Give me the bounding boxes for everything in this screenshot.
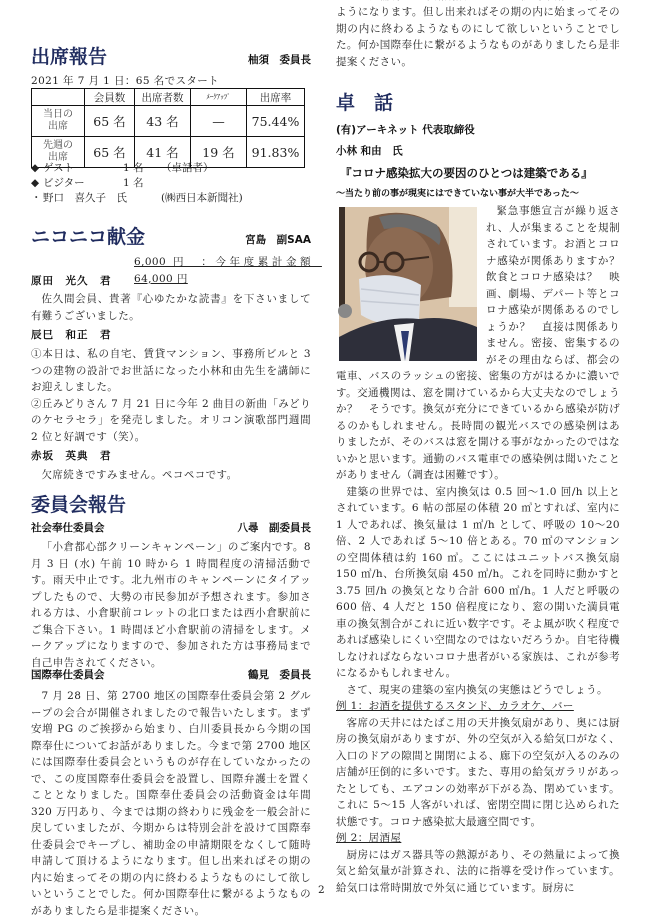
smile-header xyxy=(31,222,311,249)
example-2-text: 厨房にはガス器具等の熱源があり、その熱量によって換気と給気量が計算され、法的に指導を受け作っています。給気口は常時開放で外気に通じています。厨房に xyxy=(336,848,620,894)
rate-cell: 75.44% xyxy=(247,106,305,137)
talk-speaker: 小林 和由 氏 xyxy=(336,145,403,157)
smile-entries xyxy=(31,273,311,484)
guest-label: ゲスト xyxy=(43,162,75,174)
row-label-text: 先週の出席 xyxy=(43,140,73,163)
committee-signature: 八尋 副委員長 xyxy=(237,522,311,534)
guest-note: (㈱西日本新聞社) xyxy=(161,192,243,204)
example-1-text: 客席の天井にはたばこ用の天井換気扇があり、奥には厨房の換気扇がありますが、外の空気が入る給気口がなく、入口のドアの隙間と開閉による、廊下の空気が入るのみの店舗が圧倒的に多いです。また、専用の給気ガラリがあったとしても、エアコンの効率が下がる為、閉めています。これに 5～15 人客がいれば、密閉空間に閉じ込められた状態です。コロナ感染拡大最適空間です。 xyxy=(336,716,620,828)
talk-title: 卓 話 xyxy=(336,92,394,114)
page-number: 2 xyxy=(318,884,325,896)
committee-report-header xyxy=(31,667,311,682)
members-cell: 65 名 xyxy=(85,137,135,168)
donor-name: 辰巳 和正 君 xyxy=(31,329,112,341)
row-label-text: 当日の出席 xyxy=(43,109,73,132)
attendance-header xyxy=(31,42,311,69)
table-header-cell xyxy=(32,89,85,106)
guest-label: ビジター xyxy=(43,177,85,189)
attendance-start-note: 2021 年 7 月 1 日：65 名でスタート xyxy=(31,75,220,87)
dot-bullet-icon: ・ xyxy=(31,192,42,204)
committee-report-continuation xyxy=(336,6,620,70)
rate-cell: 91.83% xyxy=(247,137,305,168)
guest-item xyxy=(31,161,311,176)
talk-company: (有)アーキネット 代表取締役 xyxy=(336,124,475,136)
smile-title: ニコニコ献金 xyxy=(31,226,146,248)
committee-header xyxy=(31,490,311,517)
table-header-cell: 会員数 xyxy=(85,89,135,106)
talk-paragraph-1-text: 緊急事態宣言が繰り返され、人が集まることを規制されています。お酒とコロナ感染が関係ありますか？ 飲食とコロナ感染は？ 映画、劇場、デパート等とコロナ感染が関係あるのでしょうか？ 直接は関係ありません。密接、密集するのがその理由ならば、都会の電車、バスのラッシュの密接、密集の方がはるかに濃いです。交通機関は、窓を開けているから大丈夫なのでしょうか？ そうです。換気が充分にできているから感染が防げるのかもしれません。長時間の観光バスでの感染例はありましたが、そのバスは窓を開ける事がなかったのではないかと思います。通勤のバス電車での感染例は聞いたことがありません（調査は困難です）。 xyxy=(336,205,631,481)
attendees-cell: 43 名 xyxy=(135,106,191,137)
donor-name: 原田 光久 君 xyxy=(31,275,112,287)
example-1-title: 例 1：お酒を提供するスタンド、カラオケ、バー xyxy=(336,700,574,712)
committee-name: 社会奉仕委員会 xyxy=(31,522,105,534)
smile-summary: 6,000 円 ：今年度累計金額 64,000 円 xyxy=(134,256,322,285)
attendance-title: 出席報告 xyxy=(31,46,108,68)
guest-list xyxy=(31,161,311,206)
committee-name: 国際奉仕委員会 xyxy=(31,669,105,681)
guest-label: 野口 喜久子 氏 xyxy=(43,192,127,204)
donor-name: 赤坂 英典 君 xyxy=(31,450,112,462)
committee-report-text: 7 月 28 日、第 2700 地区の国際奉仕委員会第 2 グループの会合が開催されましたので報告いたします。まず安増 PG のご挨拶から始まり、白川委員長から今期の国際奉仕についてお話がありました。今まで第 2700 地区には国際奉仕委員会というものが存在していなかったので、この度国際奉仕委員会を設置し、国際弁護士を置くこととなりました。国際奉仕委員会の活動資金は年間 320 万円あり、今までは期の終わりに残金を一般会計に戻していましたが、今期からは特別会計を設けて国際奉仕委員会でキープし、補助金の申請期限をなくして随時申請して頂けるようになります。但し出来ればその期の内に始まってその期の内に終わるようなものにして欲しいということでした。何か国際奉仕に繋がるようなものがありましたら是非提案ください。 xyxy=(31,690,311,917)
donor-message: 欠席続きですみません。ペコペコです。 xyxy=(41,469,238,481)
committee-title: 委員会報告 xyxy=(31,494,127,516)
smile-signature: 宮島 副SAA xyxy=(245,234,311,246)
attendance-signature: 柚須 委員長 xyxy=(248,54,311,66)
guest-item xyxy=(31,191,311,206)
committee-signature: 鶴見 委員長 xyxy=(248,669,311,681)
speaker-photo-image xyxy=(339,207,477,361)
table-header-cell: 出席者数 xyxy=(135,89,191,106)
members-cell: 65 名 xyxy=(85,106,135,137)
diamond-bullet-icon: ◆ xyxy=(31,177,40,189)
makeup-cell: 19 名 xyxy=(191,137,247,168)
attendees-cell: 41 名 xyxy=(135,137,191,168)
table-header-cell: 出席率 xyxy=(247,89,305,106)
guest-count: 1 名 xyxy=(123,162,144,174)
attendance-table-header xyxy=(32,89,305,106)
makeup-cell: — xyxy=(191,106,247,137)
guest-note: （卓話者） xyxy=(161,162,214,174)
speaker-photo xyxy=(339,207,477,361)
table-header-cell: ﾒｰｸｱｯﾌﾟ xyxy=(191,89,247,106)
committee-report-international xyxy=(31,667,311,917)
continued-text: ようになります。但し出来ればその期の内に始まってその期の内に終わるようなものにして欲しいということでした。何か国際奉仕に繋がるようなものがありましたら是非提案ください。 xyxy=(336,6,620,68)
guest-count: 1 名 xyxy=(123,177,144,189)
talk-paragraph-3: さて、現実の建築の室内換気の実態はどうでしょう。 xyxy=(346,683,608,696)
talk-headline: 『コロナ感染拡大の要因のひとつは建築である』 xyxy=(340,166,593,180)
guest-item xyxy=(31,176,311,191)
example-2-title: 例 2：居酒屋 xyxy=(336,832,402,844)
talk-subheadline: ～当たり前の事が現実にはできていない事が大半であった～ xyxy=(336,189,579,199)
table-row xyxy=(32,106,305,137)
talk-paragraph-2: 建築の世界では、室内換気は 0.5 回～1.0 回/h 以上とされています。6 帖の部屋の体積 20 ㎥とすれば、室内に 1 人であれば、換気量は 1 ㎥/h として、呼吸の 10～20 倍、2 人であれば 5～10 倍とある。70 ㎡のマンションの空間体積は約 160 ㎥。ここにはユニットバス換気扇 150 ㎥/h、台所換気扇 450 ㎥/h。これを同時に動かすと 3.75 回/h の換気となり合計 600 ㎥/h。1 人だと呼吸の 600 倍、4 人だと 150 倍程度になり、窓の開いた満員電車の換気割合がこれに近い数字です。そよ風が吹く程度であれば感染しにくい空間なのではないだろうか。自宅待機しなければならないコロナ患者がいる家族は、これが参考になるかもしれません。 xyxy=(336,485,620,679)
donor-message: ①本日は、私の自宅、賃貸マンション、事務所ビルと 3 つの建物の設計でお世話になった小林和由先生を講師にお迎えしました。 xyxy=(31,348,311,393)
committee-report-header xyxy=(31,520,311,535)
donor-message: 佐久間会員、貴著『心ゆたかな読書』を下さいまして有難うございました。 xyxy=(31,293,311,322)
committee-report-social xyxy=(31,520,311,671)
committee-report-text: 「小倉都心部クリーンキャンペーン」のご案内です。8月 3 日 (水) 午前 10 時から 1 時間程度の清掃活動です。雨天中止です。北九州市のキャンペーンにタイアップしたもので、大勢の市民参加が予想されます。参加される方は、小倉駅前コレットの北口または西小倉駅前にご集合下さい。1 時間ほど小倉駅前の清掃をします。メークアップになりますので、参加された方は事務局まで自己申告されてください。 xyxy=(31,541,311,669)
diamond-bullet-icon: ◆ xyxy=(31,162,40,174)
attendance-table xyxy=(31,88,305,168)
row-label xyxy=(32,106,85,137)
donor-message: ②丘みどりさん 7 月 21 日に今年 2 曲目の新曲「みどりのケセラセラ」を発売しました。オリコン演歌部門週間 2 位と好調です（笑）。 xyxy=(31,397,311,443)
